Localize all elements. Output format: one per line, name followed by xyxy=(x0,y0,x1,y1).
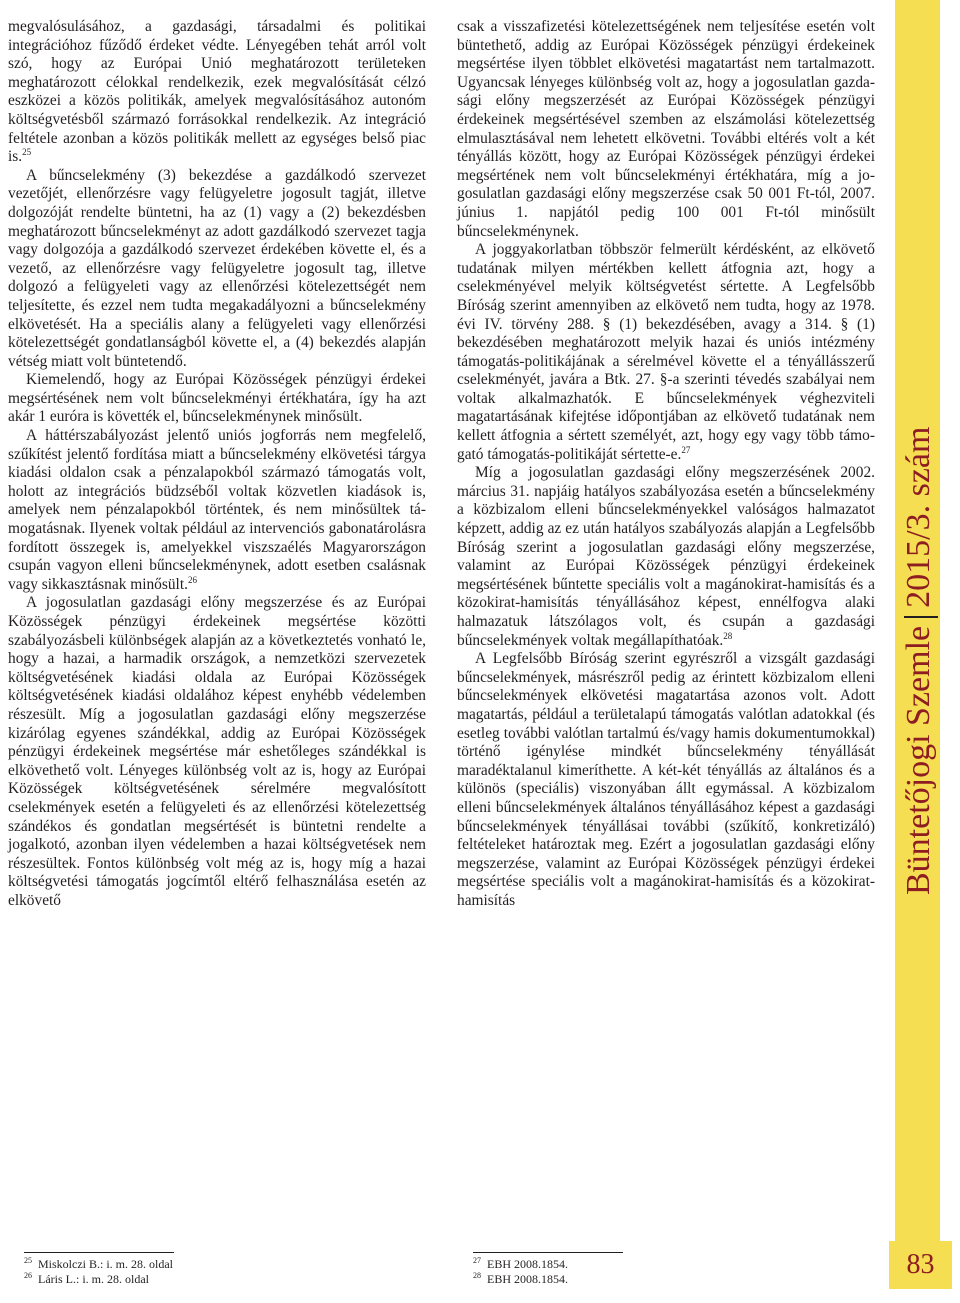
footnote: 28 EBH 2008.1854. xyxy=(473,1271,568,1286)
title-divider xyxy=(904,616,938,618)
paragraph: A jogosulatlan gazdasági előny megszerzése és az Európai Közösségek pénzügyi érdekeinek megsértése közötti szabályozásbeli különbségek alapján az a következtetés vonható le, hogy a hazai, a harmadik országok, a nemzetközi szervezetek költségvetésének kiadási oldala az Európai Közösségek költségvetésének kiadási oldalához képest enyhébb védelemben részesült. Míg a jogosulatlan gazdasági előny megszerzése kizárólag egyenes szándékkal, addig az Európai Közösségek pénzügyi érdekeinek megsértése már eshetőleges szándékkal is elkövethető volt. Lényeges különbség volt az is, hogy az Európai Közösségek költségvetésének sérelmére megvalósított cselekmények esetén a felügyeleti és az ellenőrzési kötelezettség szándékos és gondatlan megsértését is büntetni rendelte a jogalkotó, azonban ilyen védelemben a hazai költségvetések nem részesültek. Fontos különbség volt még az is, hogy míg a hazai költségvetési támogatás jogcímtől eltérő felhasználása esetén az elkövető xyxy=(8,594,426,909)
footnote: 26 Láris L.: i. m. 28. oldal xyxy=(24,1271,149,1286)
footnotes-right xyxy=(473,1257,568,1287)
paragraph: A bűncselekmény (3) bekezdése a gazdálkodó szervezet vezetőjét, ellenőrzésre vagy felügyeletre jogosult tagját, illetve dolgozóját rendelte büntetni, ha az (1) vagy a (2) bekezdésben meghatározott bűncselekményt az adott gazdálkodó szervezet tagja vagy dolgozója a gazdálkodó szervezet érdekében követte el, és a vezető, az ellenőrzésre vagy felügyeletre jogosult tag, illetve dolgozó a felügyeleti vagy az ellenőrzési kötelezettségét nem teljesítette, és ezzel nem tudta megakadályozni a bűncselekmény elkövetését. Ha a speciális alany a felügyeleti vagy ellenőrzési kötelezettségét gondatlanságból követte el, a (4) bekezdés alapján vétség miatt volt büntetendő. xyxy=(8,166,426,370)
right-column xyxy=(457,18,875,911)
footnote-ref[interactable]: 25 xyxy=(22,147,32,158)
footnote-rule xyxy=(473,1252,623,1253)
footnote: 25 Miskolczi B.: i. m. 28. oldal xyxy=(24,1256,173,1271)
left-column xyxy=(8,18,426,911)
journal-title-vertical xyxy=(900,295,938,895)
footnote-text: EBH 2008.1854. xyxy=(487,1272,568,1286)
footnote-rule xyxy=(24,1252,174,1253)
footnote-ref[interactable]: 27 xyxy=(681,444,691,455)
journal-issue: 2015/3. szám xyxy=(900,426,937,608)
paragraph: Míg a jogosulatlan gazdasági előny megszerzésének 2002. március 31. napjáig hatályos szabályozása esetén a bűncselekmény a közbizalom elleni bűncselekményekkel valóságos halmazatot képzett, addig az ez után hatályos szabályozás alapján a Legfelsőbb Bíróság szerint a jogosulatlan gazdasági előny megszerzése, valamint az Európai Közösségek pénzügyi érdekeinek megsértésének bűntette speciális volt a magánokirat-hamisítás és a közokirat-hamisítás tényállásához képest, ennélfogva alaki halmazatuk látszólagos volt, és csupán a gazdasági bűncselekmények voltak megállapíthatóak.$^{28}$ xyxy=(457,464,875,649)
footnote: 27 EBH 2008.1854. xyxy=(473,1256,568,1271)
paragraph: megvalósulásához, a gazdasági, társadalmi és politikai integrációhoz fűződő érdeket védte. Lényegében tehát arról volt szó, hogy az Európai Unió meghatározott területeken meghatározott célokkal rendelkezik, ezek megvalósítását célzó eszközei a közös politikák, amelyek megvalósításához autonóm költségvetésből származó forrásokkal rendelkezik. Az integráció feltétele azonban a közös politikák mellett az egységes belső piac is.$^{25}$ xyxy=(8,18,426,166)
paragraph: A háttérszabályozást jelentő uniós jogforrás nem megfelelő, szűkítést jelentő fordítása miatt a bűncselekmény elkövetési tárgya kiadási oldalon csak a pénzalapokból származó támogatás volt, holott az integrációs büdzséből voltak közvetlen kiadások is, amelyek nem pénzalapokból történtek, és nem minősültek támogatásnak. Ilyenek voltak például az intervenciós gabonatárolásra fordított összegek is, amelyekkel viszszaélés Magyarországon csupán vagyon elleni bűncselekménynek, adott esetben csalásnak vagy sikkasztásnak minősült.$^{26}$ xyxy=(8,427,426,593)
paragraph: csak a visszafizetési kötelezettségének nem teljesítése esetén volt büntethető, addig az Európai Közösségek pénzügyi érdekeinek megsértése ilyen többlet elkövetési magatartást nem tartalmazott. Ugyancsak lényeges különbség volt az, hogy a jogosulatlan gazdasági előny megszerzését az Európai Közösségek pénzügyi érdekeinek megsértésével szemben az elszámolási kötelezettség elmulasztásával nem lehetett elkövetni. További eltérés volt a két tényállás között, hogy az Európai Közösségek pénzügyi érdekei megsértének nem volt bűncselekményi értékhatára, míg a jogosulatlan gazdasági előny megszerzése csak 50 001 Ft-tól, 2007. június 1. napjától pedig 100 001 Ft-tól minősült bűncselekménynek. xyxy=(457,18,875,240)
paragraph: A joggyakorlatban többször felmerült kérdésként, az elkövető tudatának milyen mértékben kellett átfognia azt, hogy a cselekményével melyik költségvetést sértette. A Legfelsőbb Bíróság szerint amennyiben az elkövető nem tudta, hogy az 1978. évi IV. törvény 288. § (1) bekezdésében, avagy a 314. § (1) bekezdésében meghatározott melyik hazai és uniós intézmény támogatás-politikájának a sérelmével követte el a tényállásszerű cselekményét, javára a Btk. 27. §-a szerinti tévedés szabályai nem voltak alkalmazhatók. E bűncselekmények véghezviteli magatartásának kifejtése időpontjában az elkövető tudatának nem kellett átfognia a sértett személyét, azt, hogy egy vagy több támogató támogatás-politikáját sértette-e.$^{27}$ xyxy=(457,241,875,463)
page-number: 83 xyxy=(889,1241,952,1289)
journal-title: Büntetőjogi Szemle xyxy=(900,625,937,895)
footnote-text: Miskolczi B.: i. m. 28. oldal xyxy=(38,1257,173,1271)
footnote-text: Láris L.: i. m. 28. oldal xyxy=(38,1272,149,1286)
footnote-ref[interactable]: 28 xyxy=(723,630,733,641)
footnotes-left xyxy=(24,1257,173,1287)
paragraph: A Legfelsőbb Bíróság szerint egyrészről a vizsgált gazdasági bűncselekmények, másrészről pedig az érintett közbizalom elleni bűncselekmények elkövetési magatartása azonos volt. Adott magatartás, például a területalapú támogatás valótlan adatokkal (és esetleg további valótlan tartalmú és/vagy hamis dokumentumokkal) történő igénylése mindkét bűncselekmény tényállását maradéktalanul kimeríthette. A két-két tényállás az általános és a különös (speciális) viszonyában állt egymással. A közbizalom elleni bűncselekmények általános tényállásához képest a gazdasági bűncselekmények tényállásai további (szűkítő, konkretizáló) feltételeket határoztak meg. Ezért a jogosulatlan gazdasági előny megszerzése, valamint az Európai Közösségek pénzügyi érdekei megsértése speciális volt a magánokirat-hamisítás és a közokirat-hamisítás xyxy=(457,650,875,909)
footnote-ref[interactable]: 26 xyxy=(187,574,197,585)
paragraph: Kiemelendő, hogy az Európai Közösségek pénzügyi érdekei megsértésének nem volt bűncselekményi értékhatára, így ha azt akár 1 euróra is követték el, bűncselekménynek minősült. xyxy=(8,371,426,426)
footnote-text: EBH 2008.1854. xyxy=(487,1257,568,1271)
